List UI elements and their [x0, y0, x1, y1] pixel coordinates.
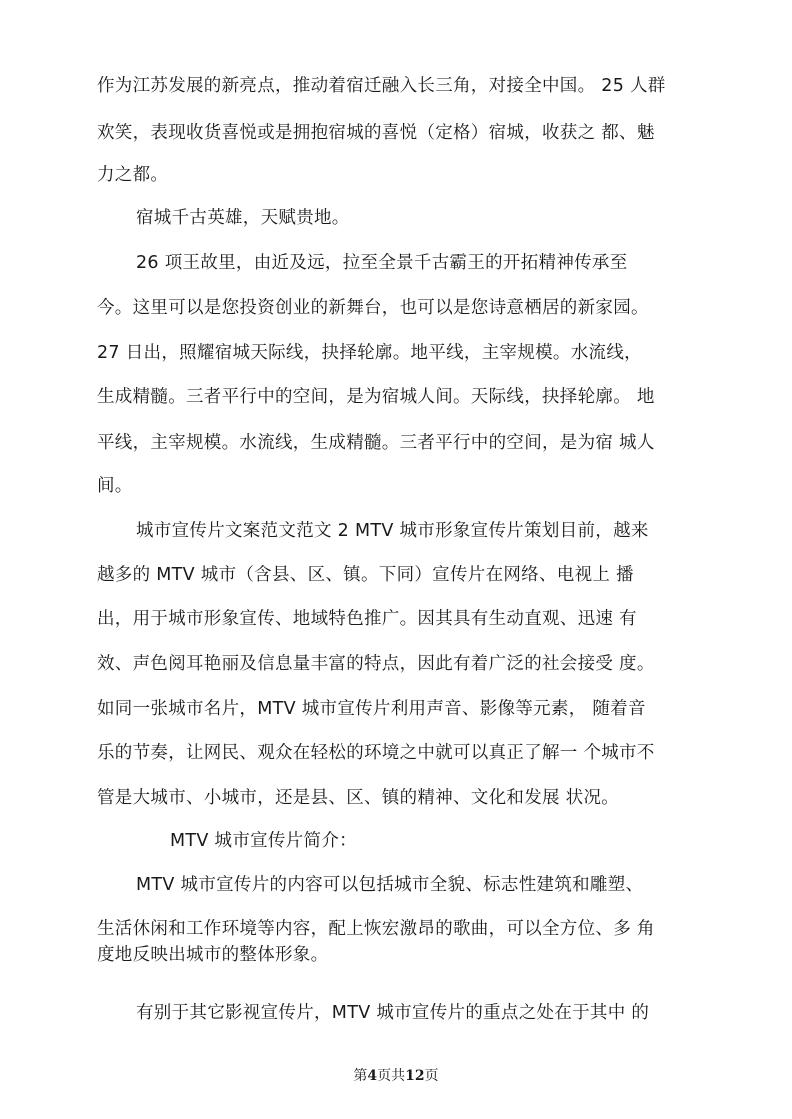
text-line: 间。 — [97, 476, 133, 496]
text-line: 生活休闲和工作环境等内容，配上恢宏激昂的歌曲，可以全方位、多 角 — [97, 919, 655, 939]
page-footer — [0, 1066, 792, 1086]
text-line: 管是大城市、小城市，还是县、区、镇的精神、文化和发展 状况。 — [97, 788, 620, 808]
text-line: 有别于其它影视宣传片，MTV 城市宣传片的重点之处在于其中 的 — [136, 1003, 650, 1023]
text-line: 欢笑，表现收货喜悦或是拥抱宿城的喜悦（定格）宿城，收获之 都、魅 — [97, 123, 655, 143]
text-line: 26 项王故里，由近及远，拉至全景千古霸王的开拓精神传承至 — [136, 253, 628, 273]
footer-prefix: 第 — [353, 1068, 368, 1084]
text-line: 今。这里可以是您投资创业的新舞台，也可以是您诗意栖居的新家园。 — [97, 298, 649, 318]
text-line: 乐的节奏，让网民、观众在轻松的环境之中就可以真正了解一 个城市不 — [97, 743, 655, 763]
text-line: 城市宣传片文案范文范文 2 MTV 城市形象宣传片策划目前，越来 — [136, 521, 649, 541]
text-line: 平线，主宰规模。水流线，生成精髓。三者平行中的空间，是为宿 城人 — [97, 433, 655, 453]
text-line: 力之都。 — [97, 165, 169, 185]
total-page-count: 12 — [405, 1068, 425, 1084]
text-line: 如同一张城市名片，MTV 城市宣传片利用声音、影像等元素， 随着音 — [97, 699, 646, 719]
text-line: 出，用于城市形象宣传、地域特色推广。因其具有生动直观、迅速 有 — [97, 609, 637, 629]
text-line: 度地反映出城市的整体形象。 — [97, 945, 329, 965]
footer-suffix: 页 — [424, 1068, 439, 1084]
text-line: 作为江苏发展的新亮点，推动着宿迁融入长三角，对接全中国。 25 人群 — [97, 76, 666, 96]
footer-middle: 页共 — [377, 1068, 406, 1084]
text-line: 宿城千古英雄，天赋贵地。 — [136, 208, 350, 228]
current-page-number: 4 — [367, 1068, 378, 1084]
text-line: 生成精髓。三者平行中的空间，是为宿城人间。天际线，抉择轮廓。 地 — [97, 387, 655, 407]
text-line: MTV 城市宣传片的内容可以包括城市全貌、标志性建筑和雕塑、 — [136, 875, 644, 895]
section-heading: MTV 城市宣传片简介： — [170, 831, 357, 851]
text-line: 效、声色阅耳艳丽及信息量丰富的特点，因此有着广泛的社会接受 度。 — [97, 654, 655, 674]
text-line: 越多的 MTV 城市（含县、区、镇。下同）宣传片在网络、电视上 播 — [97, 565, 634, 585]
text-line: 27 日出，照耀宿城天际线，抉择轮廓。地平线，主宰规模。水流线， — [97, 343, 642, 363]
